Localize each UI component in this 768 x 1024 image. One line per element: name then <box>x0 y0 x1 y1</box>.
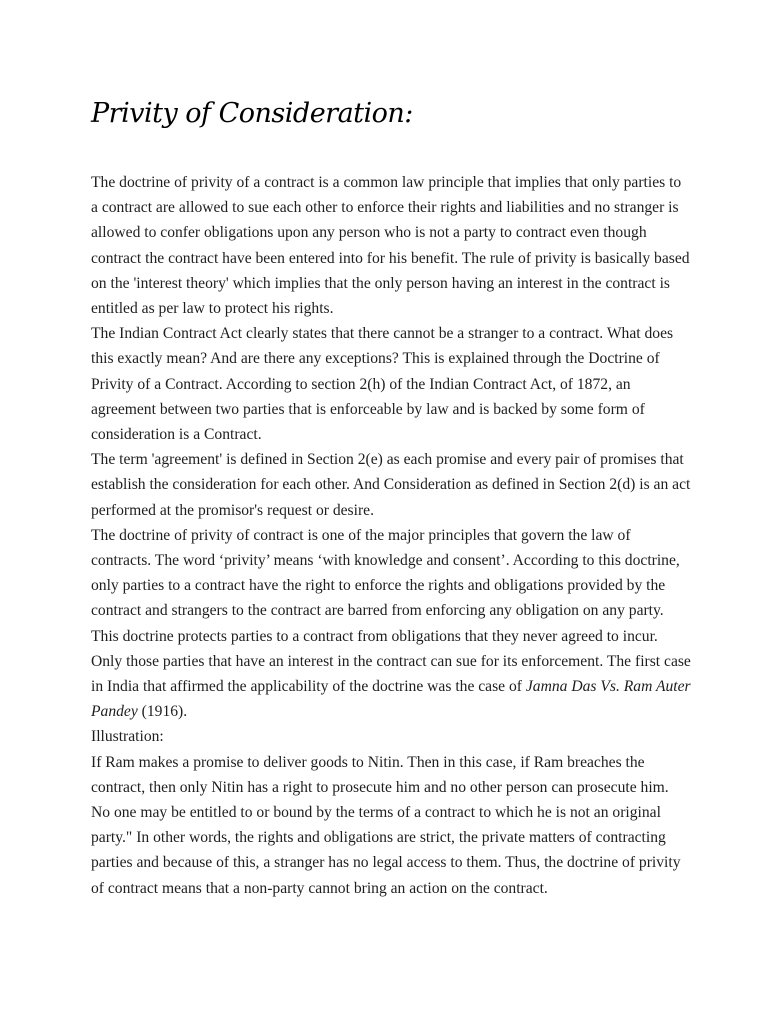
paragraph-privity-principle <box>91 523 691 725</box>
document-body <box>91 170 691 901</box>
paragraph-doctrine-intro: The doctrine of privity of a contract is a common law principle that implies that only parties to a contract are allowed to sue each other to enforce their rights and liabilities and no stranger is allowed to confer obligations upon any person who is not a party to contract even though contract the contract have been entered into for his benefit. The rule of privity is basically based on the 'interest theory' which implies that the only person having an interest in the contract is entitled as per law to protect his rights. <box>91 174 690 318</box>
paragraph-conclusion: No one may be entitled to or bound by the terms of a contract to which he is not an original party." In other words, the rights and obligations are strict, the private matters of contracting parties and because of this, a stranger has no legal access to them. Thus, the doctrine of privity of contract means that a non-party cannot bring an action on the contract. <box>91 804 681 897</box>
privity-principle-text: The doctrine of privity of contract is one of the major principles that govern the law of contracts. The word ‘privity’ means ‘with knowledge and consent’. According to this doctrine, only parties to a contract have the right to enforce the rights and obligations provided by the contract and strangers to the contract are barred from enforcing any obligation on any party. This doctrine protects parties to a contract from obligations that they never agreed to incur. Only those parties that have an interest in the contract can sue for its enforcement. The first case in India that affirmed the applicability of the doctrine was the case of <box>91 526 691 696</box>
case-year: (1916). <box>137 703 188 721</box>
case-citation: Jamna Das Vs. Ram Auter Pandey <box>91 678 691 721</box>
paragraph-agreement-definition: The term 'agreement' is defined in Section 2(e) as each promise and every pair of promises that establish the consideration for each other. And Consideration as defined in Section 2(d) is an act performed at the promisor's request or desire. <box>91 451 691 519</box>
paragraph-illustration-heading: Illustration: <box>91 728 164 746</box>
paragraph-indian-contract-act: The Indian Contract Act clearly states that there cannot be a stranger to a contract. What does this exactly mean? And are there any exceptions? This is explained through the Doctrine of Privity of a Contract. According to section 2(h) of the Indian Contract Act, of 1872, an agreement between two parties that is enforceable by law and is backed by some form of consideration is a Contract. <box>91 325 674 444</box>
page-title: Privity of Consideration: <box>91 98 413 129</box>
paragraph-illustration-example: If Ram makes a promise to deliver goods to Nitin. Then in this case, if Ram breaches the contract, then only Nitin has a right to prosecute him and no other person can prosecute him. <box>91 753 669 796</box>
